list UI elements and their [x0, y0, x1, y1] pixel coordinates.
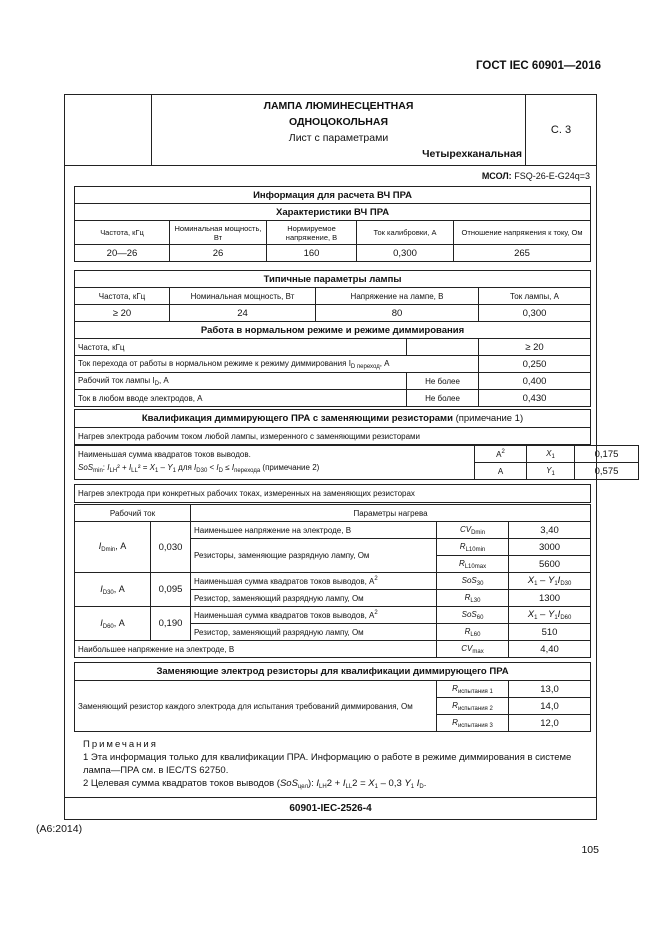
notes-heading: Примечания [83, 739, 158, 750]
page-number: 105 [581, 844, 599, 856]
amendment-ref: (А6:2014) [36, 823, 83, 835]
ballast-info-title: Информация для расчета ВЧ ПРА [75, 187, 591, 204]
qualification-table: Квалификация диммирующего ПРА с заменяющими резисторами (примечание 1) Нагрев электрода рабочим током любой лампы, измеренного с заменяющими резисторами [74, 409, 591, 445]
note-1: 1 Эта информация только для квалификации ПРА. Информацию о работе в режиме диммирования в системе лампа—ПРА см. в IEC/TS 62750. [83, 752, 572, 776]
ballast-char-title: Характеристики ВЧ ПРА [75, 204, 591, 221]
lamp-params-table: Типичные параметры лампы Частота, кГц Номинальная мощность, Вт Напряжение на лампе, В Ток лампы, А ≥ 20 24 80 0,300 Работа в нормальном режиме и режиме диммирования Частота, кГц ≥ 20 Ток перехода от работы в нормальном режиме к режиму диммирования $I_{D переход}$, А 0,250 Рабочий ток лампы $I_D$, А Не более 0,400 Ток в любом вводе электродов, А Не более 0,430 [74, 270, 591, 407]
sheet-title-1: ЛАМПА ЛЮМИНЕСЦЕНТНАЯ [263, 100, 414, 112]
notes [83, 738, 583, 794]
document-standard: ГОСТ IEC 60901—2016 [476, 60, 601, 72]
sheet-footer-code: 60901-IEC-2526-4 [65, 797, 596, 822]
min-sum-table: Наименьшая сумма квадратов токов выводов. SoS$_{min}$: $I_{LH}^2 + I_{LL}^2 = X_1 - Y_1$ для $I_{D30} < I_D \le I_{перехода}$ (примечание 2) $A^2$ $X_1$ 0,175 A $Y_1$ 0,575 [74, 445, 639, 480]
sheet-subtitle: Лист с параметрами [288, 132, 389, 144]
heating-params-table: Рабочий ток Параметры нагрева $I_{Dmin}$, А 0,030 Наименьшее напряжение на электроде, В $CV_{Dmin}$ 3,40 Резисторы, заменяющие разрядную лампу, Ом $R_{L10min}$ 3000 $R_{L10max}$ 5600 $I_{D30}$, А 0,095 Наименьшая сумма квадратов токов выводов, $А^2$ SoS$_{30}$ $X_1 - Y_1I_{D30}$ Резистор, заменяющий разрядную лампу, Ом $R_{L30}$ 1300 $I_{D60}$, А 0,190 Наименьшая сумма квадратов токов выводов, $А^2$ SoS$_{60}$ $X_1 - Y_1I_{D60}$ Резистор, заменяющий разрядную лампу, Ом $R_{L60}$ 510 Наибольшее напряжение на электроде, В $CV_{max}$ 4,40 [74, 504, 591, 658]
heating-specific-table: Нагрев электрода при конкретных рабочих токах, измеренных на заменяющих резисторах [74, 484, 591, 503]
sheet-title-2: ОДНОЦОКОЛЬНАЯ [288, 116, 389, 128]
msol-code: МСОЛ: FSQ-26-E-G24q=3 [481, 171, 590, 181]
page-ref: С. 3 [525, 95, 596, 165]
channel-type: Четырехканальная [422, 148, 522, 160]
substitute-resistors-table: Заменяющие электрод резисторы для квалификации диммирующего ПРА Заменяющий резистор каждого электрода для испытания требований диммирования, Ом $R_{испытания 1}$ 13,0 $R_{испытания 2}$ 14,0 $R_{испытания 3}$ 12,0 [74, 662, 591, 732]
sheet-header [65, 95, 596, 166]
ballast-info-table: Информация для расчета ВЧ ПРА Характеристики ВЧ ПРА Частота, кГц Номинальная мощность, Вт Нормируемое напряжение, В Ток калибровки, А Отношение напряжения к току, Ом 20—26 26 160 0,300 265 [74, 186, 591, 262]
note-2: 2 Целевая сумма квадратов токов выводов (SoS$_{цел}$): $I_{LH}2 + I_{LL}2 = X_1 - 0,3$ $Y_1$ $I_D$. [83, 778, 427, 790]
parameter-sheet [64, 94, 619, 820]
